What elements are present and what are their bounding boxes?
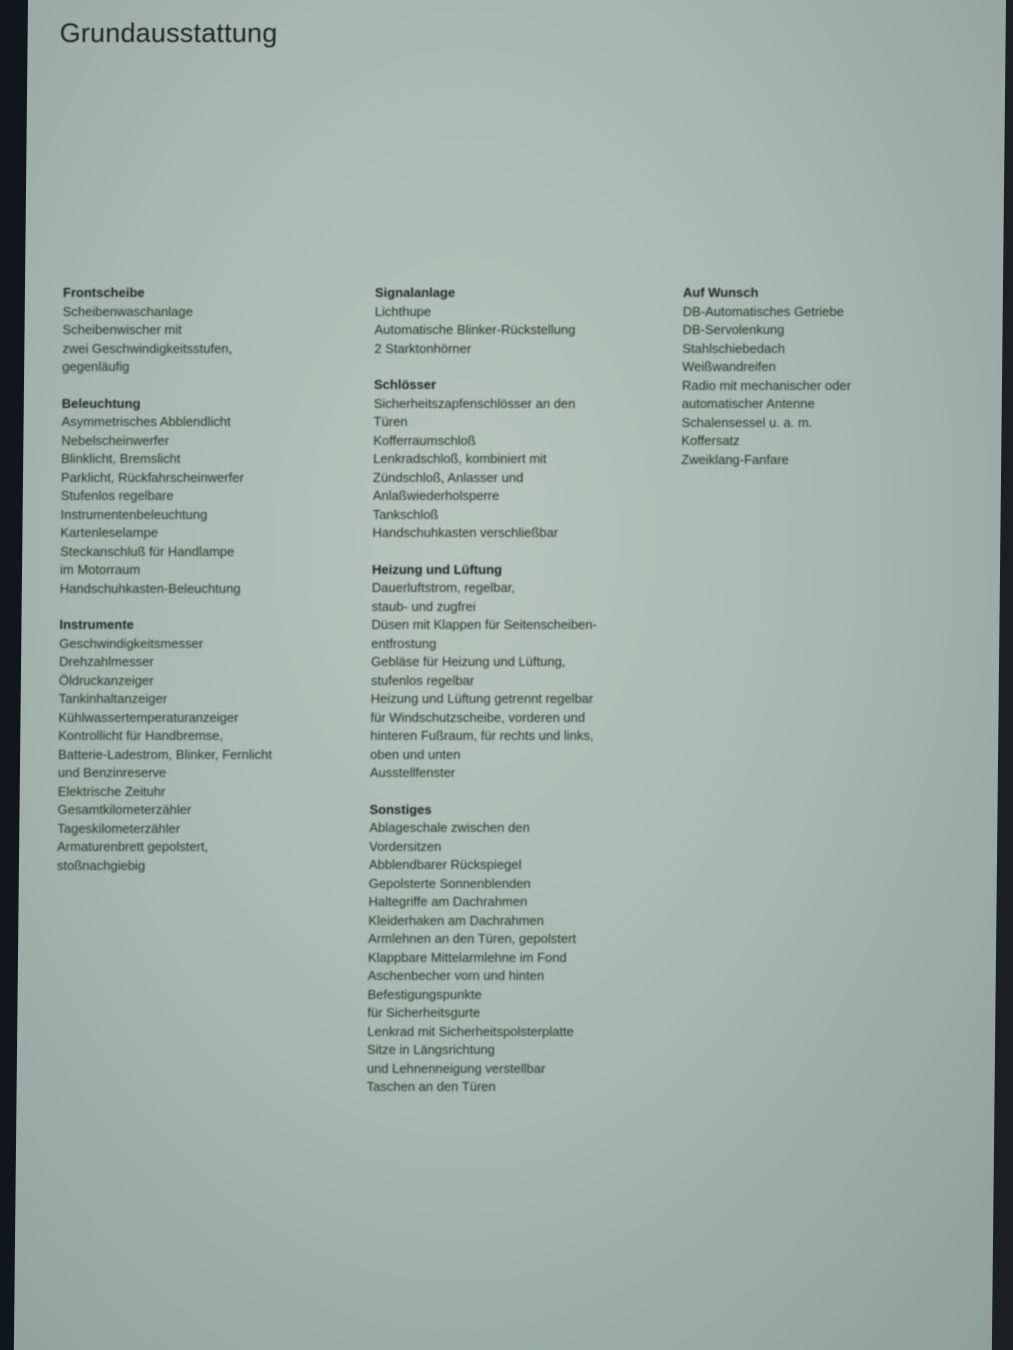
list-item: Heizung und Lüftung getrennt regelbar [370,691,594,706]
item-list [372,395,674,543]
page-title: Grundausstattung [59,18,278,48]
list-item: staub- und zugfrei [371,598,476,614]
list-item: Batterie-Ladestrom, Blinker, Fernlicht [58,746,273,762]
list-item: Zweiklang-Fanfare [681,451,789,467]
list-item: Kartenleselampe [60,525,159,540]
list-item: DB-Servolenkung [682,322,785,337]
list-item: Handschuhkasten-Beleuchtung [59,580,241,596]
list-item: Scheibenwaschanlage [62,303,193,319]
column-1 [57,284,363,893]
section-signalanlage [374,284,675,358]
list-item: Kontrollicht für Handbremse, [58,728,224,743]
list-item: Ausstellfenster [369,765,456,780]
list-item: Kühlwassertemperaturanzeiger [58,709,239,725]
list-item: Gesamtkilometerzähler [57,802,192,817]
item-list [374,303,675,359]
list-item: und Lehnenneigung verstellbar [366,1060,546,1076]
section-schloesser [372,376,674,543]
list-item: Geschwindigkeitsmesser [59,635,204,651]
section-frontscheibe [62,284,363,377]
list-item: Türen [373,414,408,429]
list-item: Kofferraumschloß [373,432,476,448]
list-item: 2 Starktonhörner [374,340,472,356]
item-list [367,819,670,1097]
item-list [681,303,943,470]
list-item: Koffersatz [681,433,740,448]
list-item: Kleiderhaken am Dachrahmen [368,912,545,928]
list-item: Stufenlos regelbare [60,488,174,503]
list-item: Dauerluftstrom, regelbar, [371,580,516,595]
list-item: Weißwandreifen [682,359,776,374]
list-item: Lenkrad mit Sicherheitspolsterplatte [367,1023,574,1039]
list-item: Öldruckanzeiger [58,672,154,688]
list-item: Blinklicht, Bremslicht [61,451,181,466]
list-item: Düsen mit Klappen für Seitenscheiben- [371,617,598,632]
list-item: Aschenbecher vorn und hinten [367,968,545,983]
list-item: Vordersitzen [369,838,442,854]
list-item: Haltegriffe am Dachrahmen [368,894,528,909]
section-instrumente [57,616,360,875]
list-item: für Sicherheitsgurte [367,1005,481,1020]
list-item: Abblendbarer Rückspiegel [368,857,522,872]
list-item: Gepolsterte Sonnenblenden [368,875,531,891]
list-item: Tageskilometerzähler [57,820,181,836]
list-item: Lichthupe [374,303,432,319]
section-title: Sonstiges [369,801,432,817]
list-item: gegenläufig [62,359,130,374]
item-list [62,303,363,377]
section-title: Beleuchtung [61,395,141,411]
list-item: Stahlschiebedach [682,340,786,356]
section-beleuchtung [60,395,362,599]
list-item: Zündschloß, Anlasser und [372,469,524,485]
list-item: Ablageschale zwischen den [369,820,530,835]
list-item: Sicherheitszapfenschlösser an den [373,395,576,411]
list-item: Lenkradschloß, kombiniert mit [373,451,547,466]
list-item: Handschuhkasten verschließbar [372,525,559,540]
list-item: stoßnachgiebig [56,857,146,873]
section-title: Frontscheibe [62,285,145,300]
list-item: Befestigungspunkte [367,986,482,1002]
section-title: Signalanlage [374,285,456,300]
section-title: Auf Wunsch [682,285,759,300]
list-item: oben und unten [370,746,461,762]
section-title: Schlösser [373,377,437,392]
list-item: DB-Automatisches Getriebe [682,303,844,319]
list-item: Klappbare Mittelarmlehne im Fond [367,949,567,965]
list-item: im Motorraum [59,562,141,577]
column-3 [681,284,943,487]
list-item: für Windschutzscheibe, vorderen und [370,709,586,725]
list-item: zwei Geschwindigkeitsstufen, [62,340,233,356]
item-list [60,413,362,598]
list-item: Automatische Blinker-Rückstellung [374,322,576,337]
item-list [57,635,360,876]
list-item: Anlaßwiederholsperre [372,488,500,503]
list-item: Elektrische Zeituhr [57,783,166,799]
list-item: Tankinhaltanzeiger [58,691,168,706]
section-auf-wunsch [681,284,943,469]
list-item: Schalensessel u. a. m. [681,414,813,430]
list-item: Instrumentenbeleuchtung [60,506,208,522]
list-item: Armlehnen an den Türen, gepolstert [368,931,577,946]
list-item: automatischer Antenne [681,396,815,411]
list-item: Sitze in Längsrichtung [366,1042,496,1057]
section-title: Heizung und Lüftung [371,561,503,577]
section-sonstiges [367,801,670,1097]
list-item: Armaturenbrett gepolstert, [57,839,209,854]
list-item: Drehzahlmesser [58,654,154,669]
list-item: stufenlos regelbar [370,672,475,688]
section-heizung-und-lueftung [370,561,672,783]
list-item: Radio mit mechanischer oder [681,377,852,393]
list-item: Nebelscheinwerfer [61,432,170,448]
column-2 [366,284,675,1115]
list-item: hinteren Fußraum, für rechts und links, [370,728,594,743]
brochure-page [14,0,1006,1350]
list-item: entfrostung [371,635,437,651]
list-item: Gebläse für Heizung und Lüftung, [370,654,566,669]
section-title: Instrumente [59,617,134,632]
list-item: Tankschloß [372,506,439,522]
list-item: Scheibenwischer mit [62,322,182,337]
list-item: Asymmetrisches Abblendlicht [61,414,231,429]
list-item: Steckanschluß für Handlampe [60,543,235,559]
item-list [370,579,672,783]
list-item: und Benzinreserve [57,765,167,780]
list-item: Taschen an den Türen [366,1079,496,1094]
list-item: Parklicht, Rückfahrscheinwerfer [60,469,244,485]
